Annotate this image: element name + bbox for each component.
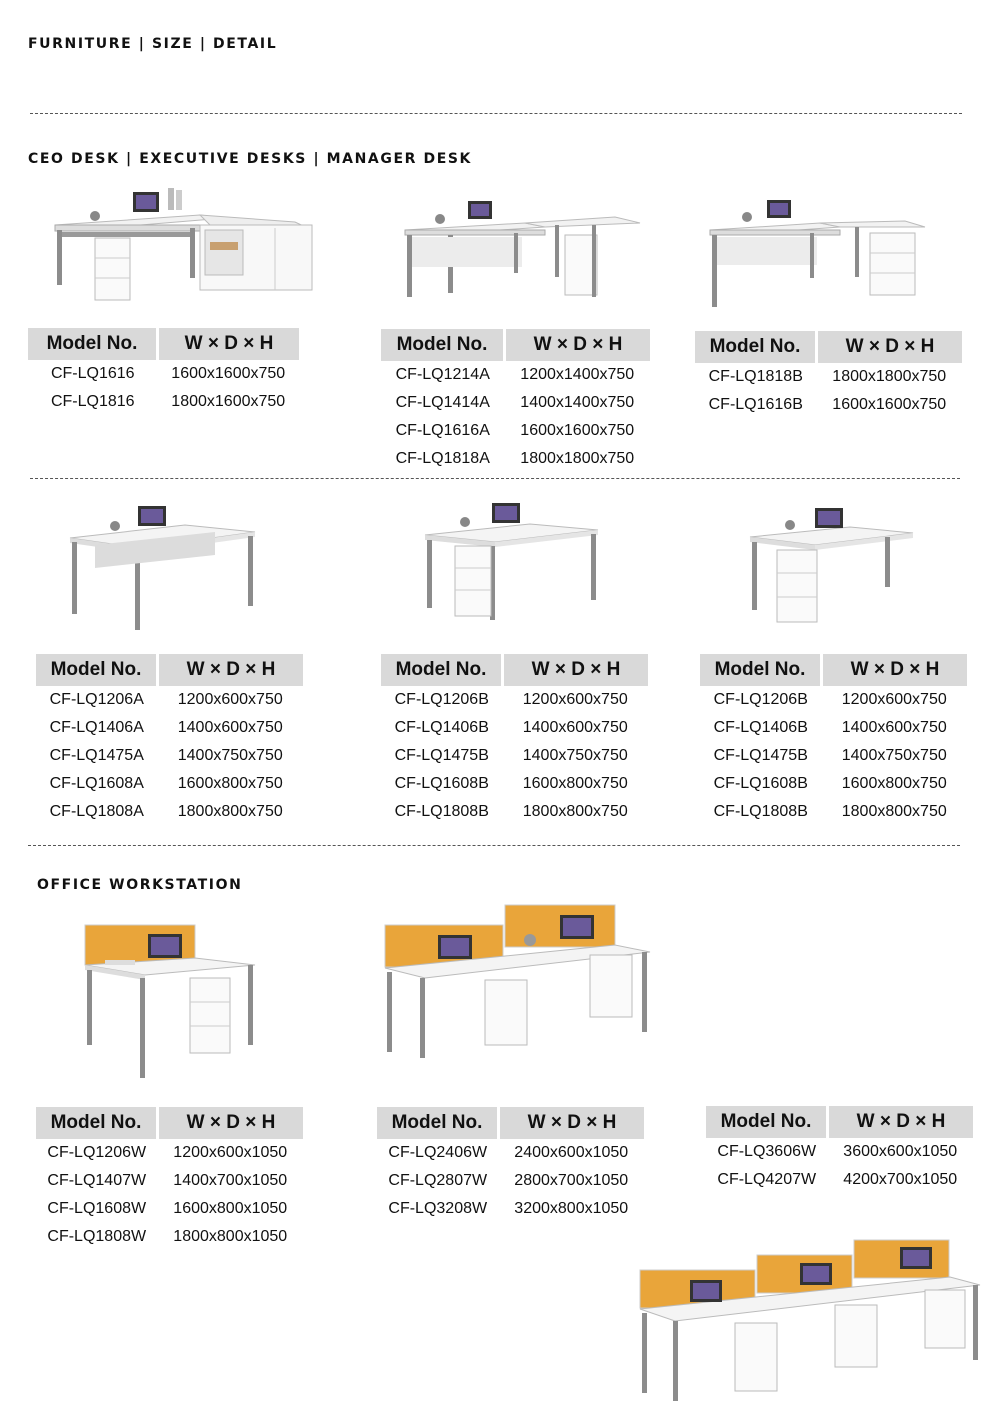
model-cell: CF-LQ1414A — [395, 394, 490, 411]
size-cell: 1400x600x750 — [522, 719, 628, 736]
model-cell: CF-LQ1808W — [47, 1228, 147, 1245]
table-row — [706, 1138, 973, 1166]
desk-image-lq1206b-alt — [745, 505, 920, 630]
model-cell: CF-LQ1475B — [713, 747, 808, 764]
size-cell: 1800x800x750 — [841, 803, 947, 820]
table-row — [36, 714, 303, 742]
model-cell: CF-LQ1407W — [47, 1172, 147, 1189]
model-cell: CF-LQ1816 — [50, 393, 135, 410]
table-row — [377, 1167, 644, 1195]
table-row — [381, 445, 650, 473]
model-cell: CF-LQ3208W — [388, 1200, 488, 1217]
model-cell: CF-LQ1214A — [395, 366, 490, 383]
dimension-header: W × D × H — [505, 329, 651, 361]
size-cell: 1200x600x750 — [841, 691, 947, 708]
table-row — [381, 798, 648, 826]
table-row — [36, 1223, 303, 1251]
spec-table — [377, 1107, 644, 1223]
table-row — [377, 1139, 644, 1167]
size-cell: 1400x600x750 — [841, 719, 947, 736]
size-cell: 1600x800x750 — [841, 775, 947, 792]
model-header: Model No. — [381, 654, 503, 686]
model-cell: CF-LQ1206B — [394, 691, 489, 708]
section-title-ceo: CEO DESK | EXECUTIVE DESKS | MANAGER DESK — [28, 151, 472, 167]
size-cell: 1800x800x750 — [177, 803, 283, 820]
model-cell: CF-LQ1808A — [49, 803, 144, 820]
size-cell: 1800x1600x750 — [171, 393, 286, 410]
table-row — [36, 798, 303, 826]
model-header: Model No. — [706, 1106, 828, 1138]
dimension-header: W × D × H — [828, 1106, 974, 1138]
model-cell: CF-LQ2406W — [388, 1144, 488, 1161]
model-header: Model No. — [36, 654, 158, 686]
size-cell: 1200x600x750 — [522, 691, 628, 708]
desk-image-lq1206a — [65, 500, 265, 635]
size-cell: 1600x1600x750 — [832, 396, 947, 413]
model-cell: CF-LQ1608A — [49, 775, 144, 792]
dimension-header: W × D × H — [499, 1107, 645, 1139]
desk-image-lq1818b — [705, 195, 935, 310]
size-cell: 1400x750x750 — [841, 747, 947, 764]
spec-table — [28, 328, 299, 416]
size-cell: 1800x1800x750 — [520, 450, 635, 467]
model-cell: CF-LQ1818A — [395, 450, 490, 467]
table-row — [695, 363, 962, 391]
dimension-header: W × D × H — [158, 654, 304, 686]
spec-table — [36, 1107, 303, 1251]
desk-image-lq1616 — [50, 180, 320, 310]
size-cell: 2400x600x1050 — [514, 1144, 629, 1161]
table-row — [36, 1195, 303, 1223]
spec-table — [700, 654, 967, 826]
table-row — [700, 742, 967, 770]
size-cell: 3200x800x1050 — [514, 1200, 629, 1217]
size-cell: 1400x750x750 — [522, 747, 628, 764]
model-header: Model No. — [700, 654, 822, 686]
size-cell: 1600x1600x750 — [171, 365, 286, 382]
size-cell: 1200x1400x750 — [520, 366, 635, 383]
size-cell: 1400x600x750 — [177, 719, 283, 736]
divider — [30, 478, 960, 479]
model-header: Model No. — [28, 328, 158, 360]
model-cell: CF-LQ1608W — [47, 1200, 147, 1217]
dimension-header: W × D × H — [158, 328, 300, 360]
size-cell: 1400x700x1050 — [173, 1172, 288, 1189]
dimension-header: W × D × H — [822, 654, 968, 686]
model-cell: CF-LQ1475B — [394, 747, 489, 764]
size-cell: 1800x800x750 — [522, 803, 628, 820]
table-row — [36, 742, 303, 770]
model-cell: CF-LQ2807W — [388, 1172, 488, 1189]
spec-table — [381, 654, 648, 826]
table-row — [700, 714, 967, 742]
size-cell: 1400x750x750 — [177, 747, 283, 764]
table-row — [381, 714, 648, 742]
workstation-image-lq1206w — [80, 920, 260, 1080]
model-header: Model No. — [381, 329, 505, 361]
model-header: Model No. — [36, 1107, 158, 1139]
dimension-header: W × D × H — [158, 1107, 304, 1139]
size-cell: 3600x600x1050 — [843, 1143, 958, 1160]
table-row — [381, 389, 650, 417]
size-cell: 1200x600x1050 — [173, 1144, 288, 1161]
table-row — [706, 1166, 973, 1194]
model-header: Model No. — [695, 331, 817, 363]
model-cell: CF-LQ1206W — [47, 1144, 147, 1161]
desk-image-lq1206b — [420, 500, 605, 625]
model-cell: CF-LQ1616 — [50, 365, 135, 382]
model-cell: CF-LQ4207W — [717, 1171, 817, 1188]
workstation-image-lq3606w — [635, 1235, 985, 1405]
model-cell: CF-LQ1808B — [713, 803, 808, 820]
spec-table — [381, 329, 650, 473]
table-row — [28, 360, 299, 388]
size-cell: 1600x800x750 — [522, 775, 628, 792]
spec-table — [36, 654, 303, 826]
dimension-header: W × D × H — [817, 331, 963, 363]
size-cell: 1200x600x750 — [177, 691, 283, 708]
model-cell: CF-LQ1808B — [394, 803, 489, 820]
size-cell: 1600x800x750 — [177, 775, 283, 792]
model-cell: CF-LQ1406A — [49, 719, 144, 736]
workstation-image-lq2406w — [380, 900, 655, 1060]
table-row — [700, 686, 967, 714]
dimension-header: W × D × H — [503, 654, 649, 686]
model-cell: CF-LQ1616A — [395, 422, 490, 439]
spec-table — [706, 1106, 973, 1194]
model-cell: CF-LQ1206B — [713, 691, 808, 708]
table-row — [36, 770, 303, 798]
table-row — [36, 1167, 303, 1195]
model-cell: CF-LQ1818B — [708, 368, 803, 385]
table-row — [377, 1195, 644, 1223]
model-cell: CF-LQ1206A — [49, 691, 144, 708]
model-cell: CF-LQ1616B — [708, 396, 803, 413]
size-cell: 1600x1600x750 — [520, 422, 635, 439]
size-cell: 1600x800x1050 — [173, 1200, 288, 1217]
model-cell: CF-LQ1608B — [394, 775, 489, 792]
table-row — [700, 798, 967, 826]
size-cell: 4200x700x1050 — [843, 1171, 958, 1188]
page-header: FURNITURE | SIZE | DETAIL — [28, 36, 278, 52]
model-cell: CF-LQ1608B — [713, 775, 808, 792]
desk-image-lq1214a — [400, 195, 650, 305]
table-row — [700, 770, 967, 798]
model-header: Model No. — [377, 1107, 499, 1139]
size-cell: 1800x800x1050 — [173, 1228, 288, 1245]
model-cell: CF-LQ1406B — [713, 719, 808, 736]
model-cell: CF-LQ1475A — [49, 747, 144, 764]
size-cell: 1400x1400x750 — [520, 394, 635, 411]
table-row — [36, 686, 303, 714]
table-row — [381, 770, 648, 798]
model-cell: CF-LQ1406B — [394, 719, 489, 736]
table-row — [381, 361, 650, 389]
size-cell: 2800x700x1050 — [514, 1172, 629, 1189]
table-row — [381, 417, 650, 445]
divider — [30, 113, 962, 114]
table-row — [695, 391, 962, 419]
table-row — [28, 388, 299, 416]
spec-table — [695, 331, 962, 419]
section-title-office: OFFICE WORKSTATION — [37, 877, 243, 893]
divider — [28, 845, 960, 846]
size-cell: 1800x1800x750 — [832, 368, 947, 385]
table-row — [381, 742, 648, 770]
table-row — [381, 686, 648, 714]
table-row — [36, 1139, 303, 1167]
model-cell: CF-LQ3606W — [717, 1143, 817, 1160]
